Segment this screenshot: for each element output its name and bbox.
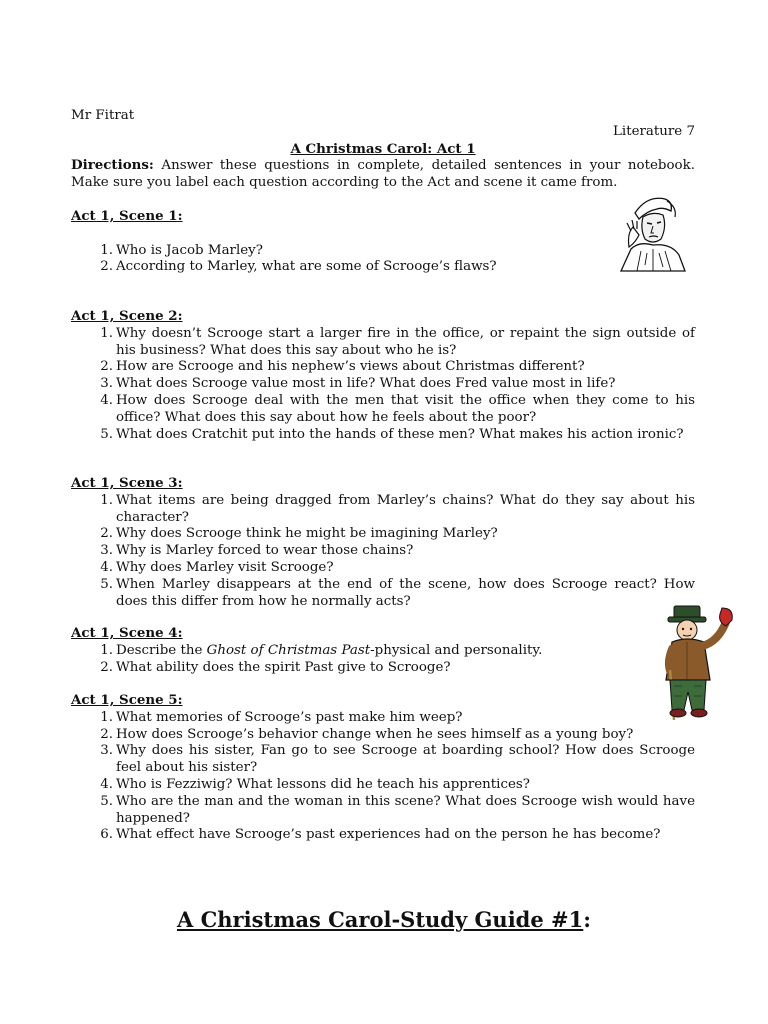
question-item: 3. Why does his sister, Fan go to see Scrooge at boarding school? How does Scrooge feel about his sister? [100,743,695,776]
question-list [71,493,695,611]
section-scene-3 [71,475,695,610]
ghost-of-christmas-past-illustration [652,602,740,724]
question-item: 5. Who are the man and the woman in this scene? What does Scrooge wish would have happened? [100,793,695,826]
question-list [71,243,695,277]
scene-heading-text: Act 1, Scene 2 [71,308,178,324]
scrooge-illustration [613,193,693,273]
question-item: 2. How are Scrooge and his nephew’s views about Christmas different? [100,359,585,375]
scene-heading-text: Act 1, Scene 4 [71,625,178,641]
question-item: 6. What effect have Scrooge’s past experiences had on the person he has become? [100,827,661,843]
question-item: 4. Why does Marley visit Scrooge? [100,559,334,575]
question-item: 2. Why does Scrooge think he might be imagining Marley? [100,526,498,542]
course-name: Literature 7 [613,124,695,139]
teacher-name: Mr Fitrat [71,108,135,123]
question-item: 2. How does Scrooge’s behavior change when he sees himself as a young boy? [100,726,634,742]
scene-heading-text: Act 1, Scene 1 [71,208,178,224]
document-title: A Christmas Carol: Act 1 [290,141,476,157]
question-list [71,326,695,444]
question-list [71,710,695,844]
question-item: 1. What items are being dragged from Marley’s chains? What do they say about his character? [100,492,695,525]
section-heading: Act 1, Scene 1: [71,208,183,224]
study-guide-title-text: A Christmas Carol-Study Guide #1 [176,907,584,932]
section-scene-4 [71,625,695,676]
question-item: 3. Why is Marley forced to wear those chains? [100,543,414,559]
question-item: 3. What does Scrooge value most in life? What does Fred value most in life? [100,376,616,392]
section-heading: Act 1, Scene 2: [71,308,183,324]
section-scene-2 [71,308,695,443]
question-item: 5. When Marley disappears at the end of the scene, how does Scrooge react? How does this differ from how he normally acts? [100,576,695,609]
scene-heading-text: Act 1, Scene 3 [71,475,178,491]
section-heading: Act 1, Scene 4: [71,625,183,641]
question-item: 1. Who is Jacob Marley? [100,242,263,258]
question-item: 4. How does Scrooge deal with the men that visit the office when they come to his office? What does this say about how he feels about the poor? [100,392,695,425]
directions-paragraph [71,157,695,192]
section-scene-1 [71,208,695,276]
section-scene-5 [71,692,695,844]
question-item: 1. Describe the Ghost of Christmas Past-physical and personality. [100,642,543,658]
question-item: 1. Why doesn’t Scrooge start a larger fire in the office, or repaint the sign outside of his business? What does this say about who he is? [100,325,695,358]
section-heading: Act 1, Scene 3: [71,475,183,491]
question-item: 1. What memories of Scrooge’s past make him weep? [100,709,463,725]
question-item: 2. According to Marley, what are some of Scrooge’s flaws? [100,259,497,275]
question-item: 5. What does Cratchit put into the hands of these men? What makes his action ironic? [100,426,684,442]
question-item: 2. What ability does the spirit Past give to Scrooge? [100,659,451,675]
section-heading: Act 1, Scene 5: [71,692,183,708]
question-list [71,643,695,677]
study-guide-title: A Christmas Carol-Study Guide #1: [176,907,592,932]
scene-heading-text: Act 1, Scene 5 [71,692,178,708]
question-item: 4. Who is Fezziwig? What lessons did he teach his apprentices? [100,776,530,792]
document-page [71,0,695,1024]
directions-label: Directions: [71,157,154,173]
directions-text: Answer these questions in complete, detailed sentences in your notebook. Make sure you label each question according to the Act and scene it came from. [71,158,695,190]
